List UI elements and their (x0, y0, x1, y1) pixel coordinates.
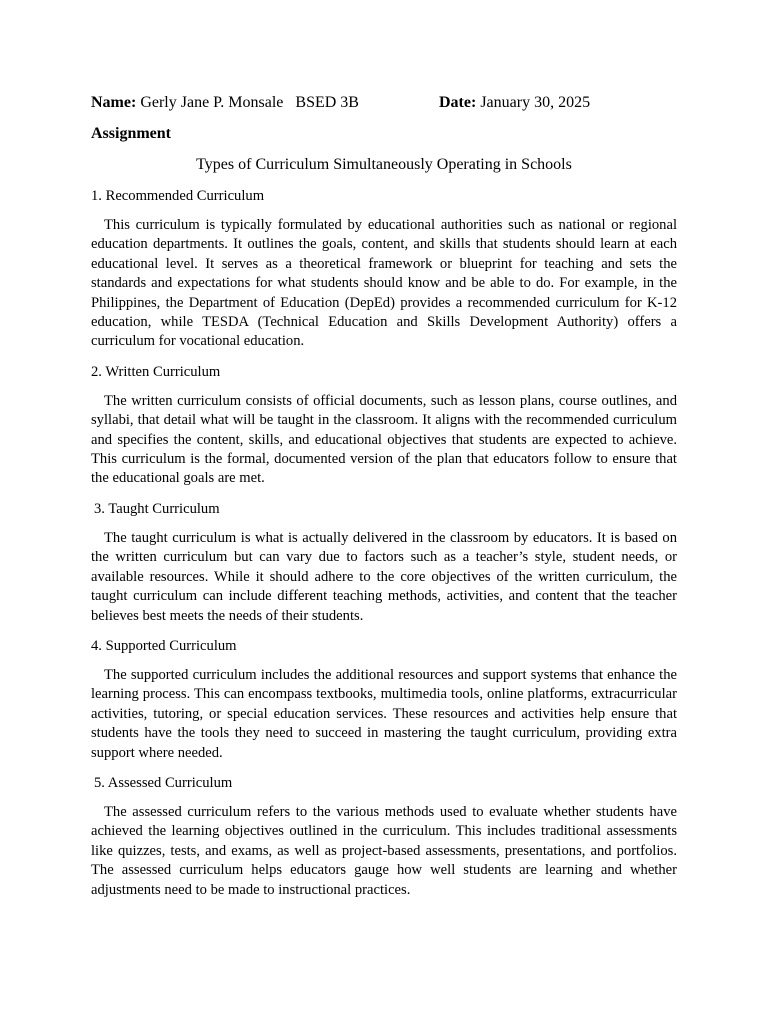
section-assessed (91, 773, 677, 900)
section-supported (91, 636, 677, 763)
section-written (91, 362, 677, 489)
section-taught (91, 499, 677, 626)
assignment-label: Assignment (91, 125, 172, 142)
section-body: The taught curriculum is what is actually delivered in the classroom by educators. It is based on the written curriculum but can vary due to factors such as a teacher’s style, student needs, or available resources. While it should adhere to the core objectives of the written curriculum, the taught curriculum can include different teaching methods, activities, and content that the teacher believes best meets the needs of their students. (91, 529, 677, 624)
section-heading: 2. Written Curriculum (91, 363, 221, 380)
section-heading: 5. Assessed Curriculum (94, 774, 233, 791)
name-label: Name: (91, 94, 137, 111)
document-title: Types of Curriculum Simultaneously Operating in Schools (196, 156, 572, 173)
document-page (91, 92, 677, 900)
section-body: The supported curriculum includes the additional resources and support systems that enhance the learning process. This can encompass textbooks, multimedia tools, online platforms, extracurricular activities, tutoring, or special education services. These resources and activities help ensure that students have the tools they need to succeed in mastering the taught curriculum, providing extra support where needed. (91, 666, 677, 761)
name-block (91, 92, 359, 114)
section-recommended (91, 186, 677, 352)
header-line (91, 92, 677, 114)
date-label: Date: (439, 94, 477, 111)
section-heading: 1. Recommended Curriculum (91, 188, 265, 204)
name-value: Gerly Jane P. Monsale BSED 3B (140, 94, 359, 111)
section-heading: 3. Taught Curriculum (94, 500, 220, 517)
section-body: The assessed curriculum refers to the various methods used to evaluate whether students have achieved the learning objectives outlined in the curriculum. This includes traditional assessments like quizzes, tests, and exams, as well as project-based assessments, presentations, and portfolios. The assessed curriculum helps educators gauge how well students are learning and whether adjustments need to be made to instructional practices. (91, 803, 677, 898)
section-heading: 4. Supported Curriculum (91, 637, 237, 654)
section-body: The written curriculum consists of official documents, such as lesson plans, course outlines, and syllabi, that detail what will be taught in the classroom. It aligns with the recommended curriculum and specifies the content, skills, and educational objectives that students are expected to achieve. This curriculum is the formal, documented version of the plan that educators follow to ensure that the educational goals are met. (91, 392, 677, 487)
date-value: January 30, 2025 (480, 94, 591, 111)
section-body: This curriculum is typically formulated by educational authorities such as national or regional education departments. It outlines the goals, content, and skills that students should learn at each educational level. It serves as a theoretical framework or blueprint for teaching and sets the standards and expectations for what students should know and be able to do. For example, in the Philippines, the Department of Education (DepEd) provides a recommended curriculum for K-12 education, while TESDA (Technical Education and Skills Development Authority) offers a curriculum for vocational education. (91, 217, 677, 350)
date-block (439, 92, 590, 114)
